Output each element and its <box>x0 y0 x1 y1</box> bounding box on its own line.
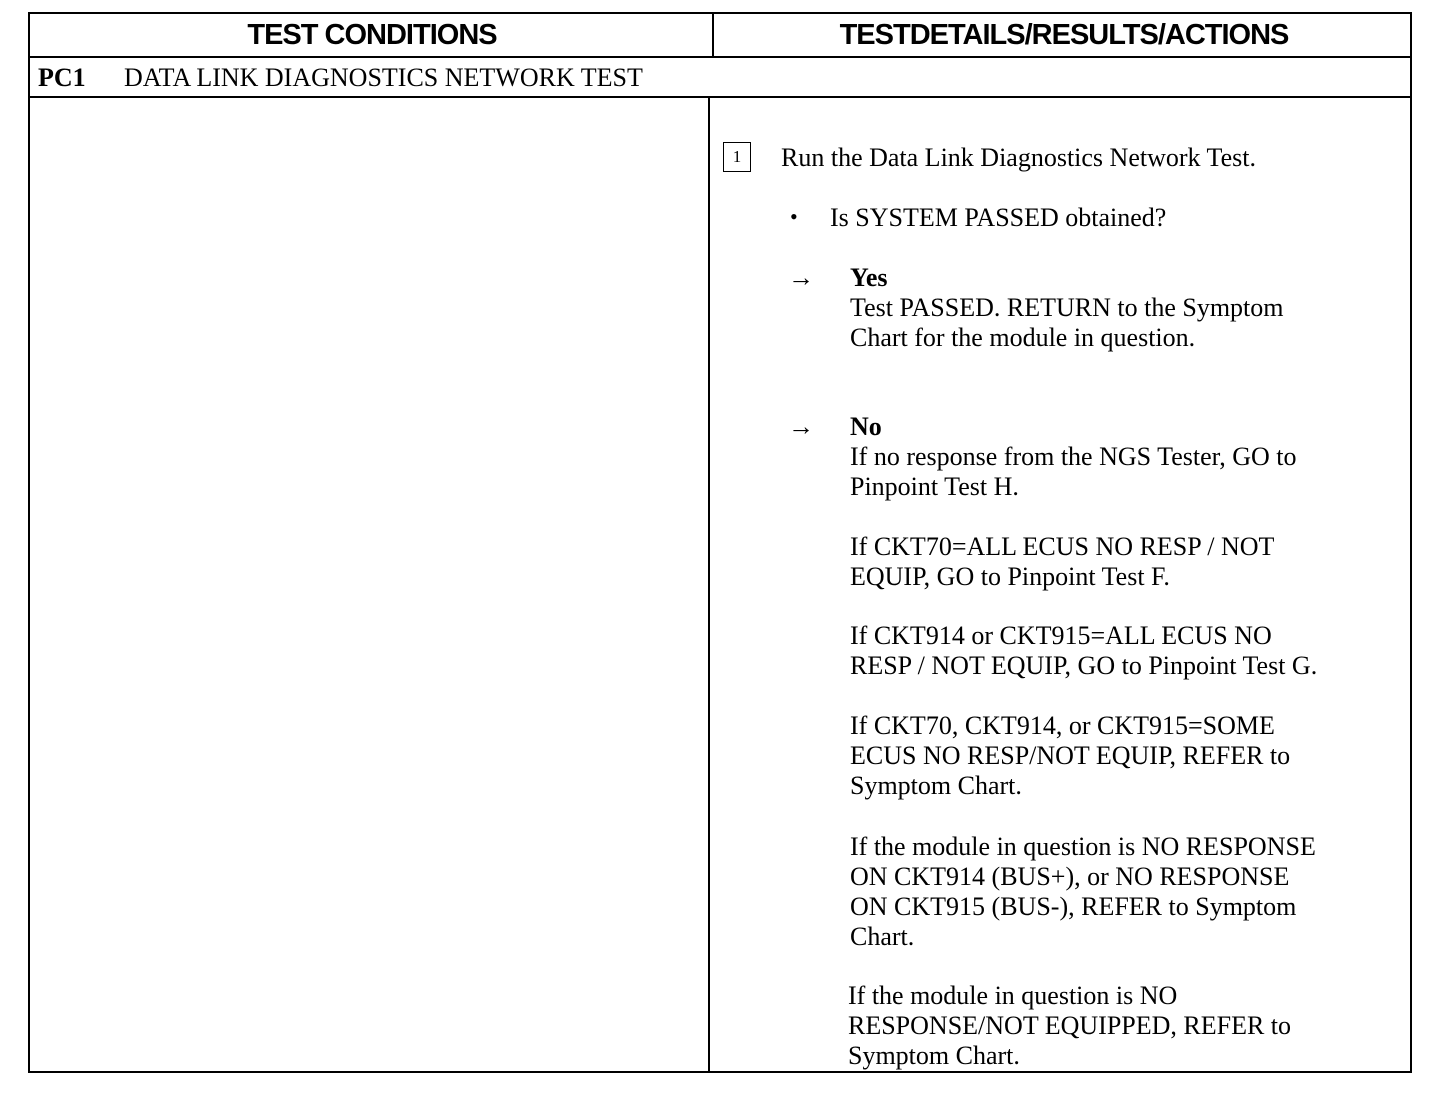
no-action-line: RESP / NOT EQUIP, GO to Pinpoint Test G. <box>850 651 1318 680</box>
no-action-line: RESPONSE/NOT EQUIPPED, REFER to <box>848 1011 1292 1040</box>
bullet-icon: • <box>790 204 798 229</box>
no-action-paragraph <box>850 621 1317 681</box>
no-action-line: EQUIP, GO to Pinpoint Test F. <box>850 562 1170 591</box>
yes-result <box>850 293 1284 353</box>
no-action-paragraph <box>850 532 1274 592</box>
no-action-line: If the module in question is NO <box>848 981 1178 1010</box>
no-action-line: If no response from the NGS Tester, GO to <box>850 442 1297 471</box>
yes-result-line: Test PASSED. RETURN to the Symptom <box>850 293 1284 322</box>
no-action-line: ON CKT915 (BUS-), REFER to Symptom <box>850 892 1297 921</box>
no-action-paragraph <box>850 832 1316 952</box>
no-action-line: If the module in question is NO RESPONSE <box>850 832 1316 861</box>
test-details-header: TESTDETAILS/RESULTS/ACTIONS <box>839 19 1289 51</box>
step-instruction: Run the Data Link Diagnostics Network Test. <box>781 143 1257 172</box>
no-action-line: If CKT914 or CKT915=ALL ECUS NO <box>850 621 1272 650</box>
no-action-line: Chart. <box>850 922 915 951</box>
no-action-paragraph <box>850 442 1297 502</box>
section-rule <box>30 96 1410 98</box>
yes-label: Yes <box>850 263 888 292</box>
header-rule <box>30 56 1410 58</box>
no-action-line: If CKT70=ALL ECUS NO RESP / NOT <box>850 532 1275 561</box>
no-label: No <box>850 412 882 441</box>
no-action-paragraph <box>848 981 1291 1071</box>
no-action-line: ECUS NO RESP/NOT EQUIP, REFER to <box>850 741 1291 770</box>
yes-result-line: Chart for the module in question. <box>850 323 1196 352</box>
test-conditions-header: TEST CONDITIONS <box>247 19 497 51</box>
no-action-line: Pinpoint Test H. <box>850 472 1019 501</box>
section-code: PC1 <box>38 63 86 92</box>
yes-arrow-icon: → <box>788 263 814 292</box>
no-action-line: Symptom Chart. <box>848 1041 1020 1070</box>
no-action-line: If CKT70, CKT914, or CKT915=SOME <box>850 711 1275 740</box>
section-heading <box>38 60 643 96</box>
no-arrow-icon: → <box>788 412 814 441</box>
no-action-line: Symptom Chart. <box>850 771 1022 800</box>
step-number-box: 1 <box>723 142 751 172</box>
header-divider <box>712 14 714 57</box>
no-action-line: ON CKT914 (BUS+), or NO RESPONSE <box>850 862 1290 891</box>
no-action-paragraph <box>850 711 1290 801</box>
section-title: DATA LINK DIAGNOSTICS NETWORK TEST <box>124 63 643 92</box>
column-divider <box>708 98 710 1073</box>
step-question: Is SYSTEM PASSED obtained? <box>830 203 1167 232</box>
test-table <box>28 12 1412 1073</box>
